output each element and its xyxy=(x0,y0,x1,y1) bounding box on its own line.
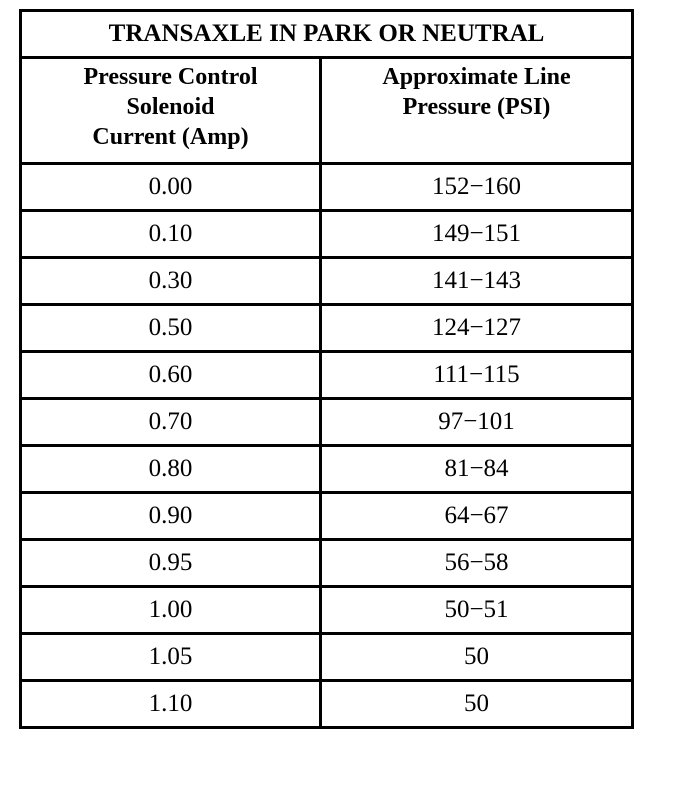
current-cell: 1.10 xyxy=(21,681,321,728)
pressure-cell: 56−58 xyxy=(321,540,633,587)
current-cell: 1.00 xyxy=(21,587,321,634)
table-row xyxy=(21,164,633,211)
pressure-cell: 81−84 xyxy=(321,446,633,493)
header-current-line: Pressure Control xyxy=(83,64,258,90)
header-current-line: Solenoid xyxy=(126,94,215,120)
current-cell: 0.70 xyxy=(21,399,321,446)
table-row xyxy=(21,305,633,352)
header-row xyxy=(21,58,633,164)
current-cell: 0.10 xyxy=(21,211,321,258)
table-row xyxy=(21,540,633,587)
pressure-table-container xyxy=(19,9,631,729)
pressure-cell: 50−51 xyxy=(321,587,633,634)
table-row xyxy=(21,211,633,258)
table-row xyxy=(21,258,633,305)
current-cell: 0.90 xyxy=(21,493,321,540)
current-cell: 0.30 xyxy=(21,258,321,305)
pressure-cell: 111−115 xyxy=(321,352,633,399)
table-row xyxy=(21,681,633,728)
header-pressure-line: Approximate Line xyxy=(382,64,571,90)
table-row xyxy=(21,352,633,399)
pressure-cell: 50 xyxy=(321,634,633,681)
title-row xyxy=(21,11,633,58)
header-pressure-line: Pressure (PSI) xyxy=(402,94,551,120)
header-pressure xyxy=(321,58,633,164)
pressure-cell: 50 xyxy=(321,681,633,728)
pressure-cell: 97−101 xyxy=(321,399,633,446)
table-row xyxy=(21,587,633,634)
pressure-cell: 64−67 xyxy=(321,493,633,540)
table-row xyxy=(21,446,633,493)
current-cell: 0.60 xyxy=(21,352,321,399)
current-cell: 1.05 xyxy=(21,634,321,681)
line-pressure-table xyxy=(19,9,634,729)
pressure-cell: 141−143 xyxy=(321,258,633,305)
pressure-cell: 124−127 xyxy=(321,305,633,352)
table-row xyxy=(21,493,633,540)
current-cell: 0.00 xyxy=(21,164,321,211)
current-cell: 0.50 xyxy=(21,305,321,352)
table-row xyxy=(21,634,633,681)
current-cell: 0.95 xyxy=(21,540,321,587)
table-row xyxy=(21,399,633,446)
current-cell: 0.80 xyxy=(21,446,321,493)
pressure-cell: 152−160 xyxy=(321,164,633,211)
header-current-line: Current (Amp) xyxy=(92,124,249,150)
pressure-cell: 149−151 xyxy=(321,211,633,258)
table-title: TRANSAXLE IN PARK OR NEUTRAL xyxy=(21,11,633,58)
header-current xyxy=(21,58,321,164)
